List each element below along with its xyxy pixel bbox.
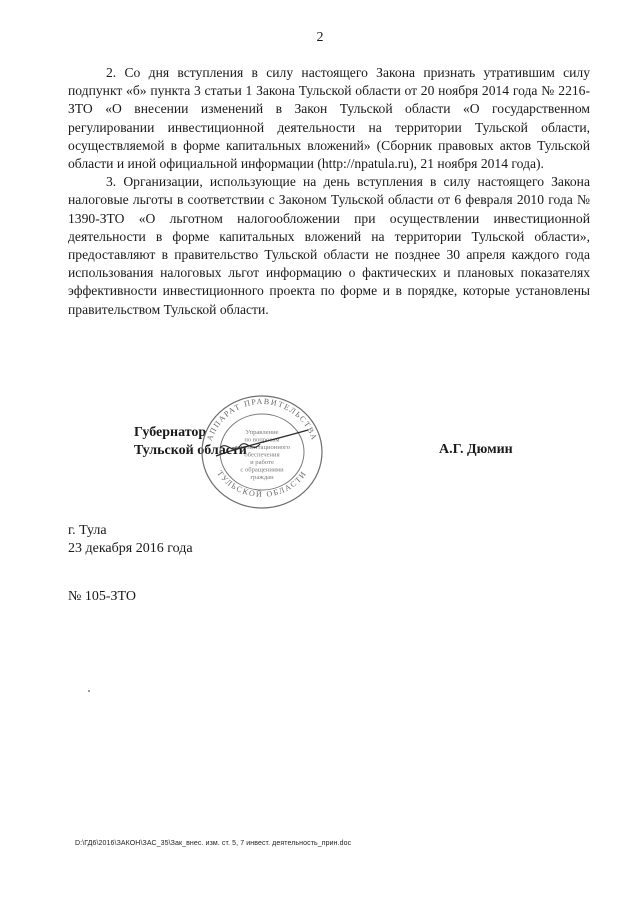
stamp-inner-line: с обращениями xyxy=(240,466,284,474)
body-text xyxy=(68,64,590,319)
paragraph-3: 3. Организации, использующие на день вступления в силу настоящего Закона налоговые льготы в соответствии с Законом Тульской области от 6 февраля 2010 года № 1390-ЗТО «О льготном налогообложении при осуществлении инвестиционной деятельности в форме капитальных вложений на территории Тульской области», предоставляют в правительство Тульской области не позднее 30 апреля каждого года использования налоговых льгот информацию о фактических и плановых показателях эффективности инвестиционного проекта по форме и в порядке, которые установлены правительством Тульской области. xyxy=(68,174,590,317)
scan-artifact-dot xyxy=(88,690,90,692)
stamp-inner-line: граждан xyxy=(250,474,274,481)
footer-file-path: D:\ГД6\2016\ЗАКОН\ЗАС_35\Зак_внес. изм. ст. 5, 7 инвест. деятельность_прин.doc xyxy=(75,840,352,847)
place-and-date xyxy=(68,522,193,558)
page-number: 2 xyxy=(316,30,324,45)
date-of-signing: 23 декабря 2016 года xyxy=(68,541,193,556)
law-number: № 105-ЗТО xyxy=(68,589,137,604)
stamp-outer-top-text: АППАРАТ ПРАВИТЕЛЬСТВА xyxy=(204,396,320,443)
stamp-inner-line: документационного xyxy=(233,444,291,451)
paragraph-2: 2. Со дня вступления в силу настоящего Закона признать утратившим силу подпункт «б» пункта 3 статьи 1 Закона Тульской области от 20 ноября 2014 года № 2216-ЗТО «О внесении изменений в Закон Тульской области «О государственном регулировании инвестиционной деятельности на территории Тульской области, осуществляемой в форме капитальных вложений» (Сборник правовых актов Тульской области и иной официальной информации (http://npatula.ru), 21 ноября 2014 года). xyxy=(68,65,590,172)
stamp-outer-bottom-text: ТУЛЬСКОЙ ОБЛАСТИ xyxy=(215,468,309,499)
stamp-inner-line: обеспечения xyxy=(244,451,280,459)
signatory-title-line1: Губернатор xyxy=(134,425,207,440)
stamp-inner-line: и работе xyxy=(250,459,274,466)
official-seal-stamp xyxy=(196,390,328,512)
stamp-inner-line: Управление xyxy=(245,429,279,436)
signatory-title-line2: Тульской области xyxy=(134,443,247,458)
place-of-signing: г. Тула xyxy=(68,523,107,538)
stamp-inner-line: по вопросам xyxy=(244,436,280,444)
signatory-name: А.Г. Дюмин xyxy=(439,442,513,457)
